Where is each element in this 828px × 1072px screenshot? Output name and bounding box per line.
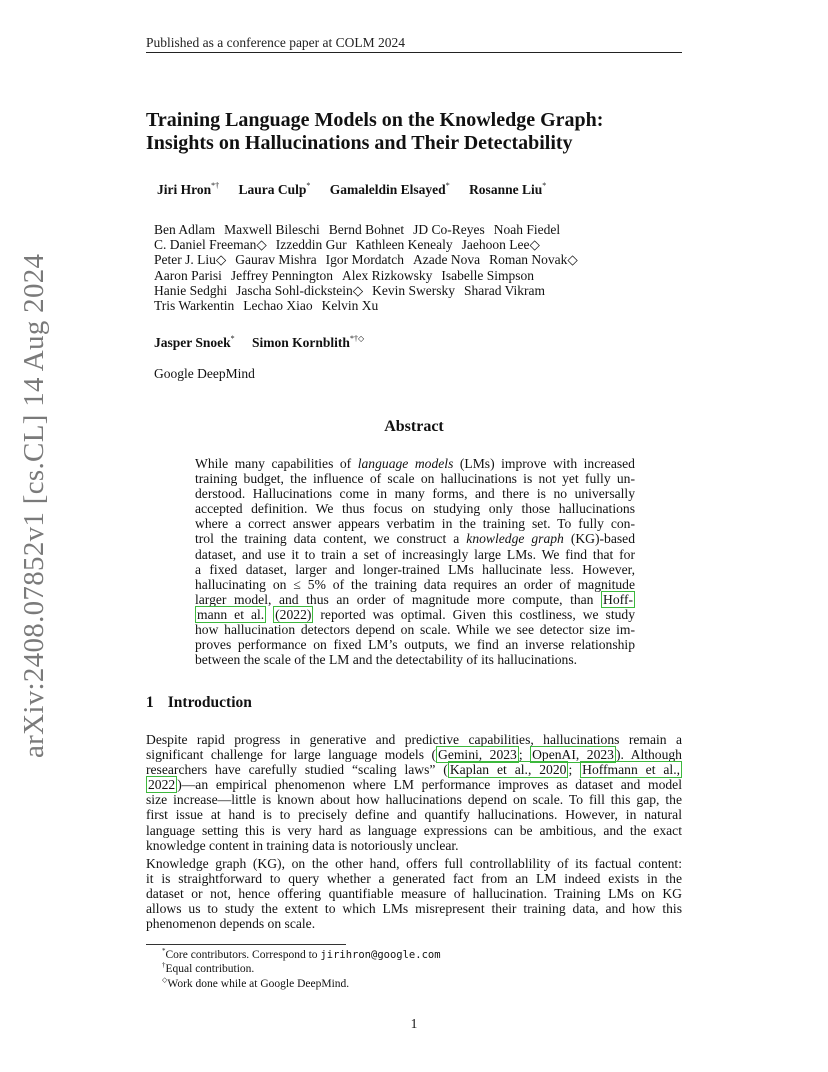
section-title: Introduction (167, 694, 252, 711)
title-line-1: Training Language Models on the Knowledge Graph: (146, 109, 604, 131)
citation-link[interactable]: 2022 (148, 777, 176, 793)
header-rule (146, 52, 682, 53)
abstract-line: proves performance on fixed LM’s outputs, we find an inverse relationship (195, 637, 635, 653)
text-line: it is straightforward to query whether a generated fact from an LM indeed exists in the (146, 871, 682, 887)
abstract-line: derstood. Hallucinations come in many forms, and there is no universally (195, 486, 635, 502)
author: Kevin Swersky (372, 282, 455, 298)
author: Rosanne Liu* (469, 181, 547, 197)
author: Tris Warkentin (154, 298, 235, 314)
author-row (154, 298, 587, 313)
abstract-line: where a correct answer appears verbatim in the training set. To fully con- (195, 516, 635, 532)
author: Laura Culp* (238, 181, 311, 197)
section-heading (146, 694, 252, 712)
page-number: 1 (410, 1016, 418, 1031)
text-line: Knowledge graph (KG), on the other hand, offers full controllablility of its factual content: (146, 856, 682, 871)
author-row (154, 283, 587, 298)
author: Jasper Snoek* (154, 334, 235, 350)
arxiv-stamp: arXiv:2408.07852v1 [cs.CL] 14 Aug 2024 (18, 253, 50, 758)
footnotes (162, 948, 441, 991)
footnote: †Equal contribution. (162, 961, 255, 976)
citation-link[interactable]: Hoffmann et al., (582, 762, 680, 778)
text-line: allows us to study the extent to which LMs misrepresent their training data, and how this (146, 901, 682, 917)
author: Kathleen Kenealy (355, 237, 453, 253)
senior-authors (154, 335, 378, 351)
author: Gamaleldin Elsayed* (329, 181, 450, 197)
citation-link[interactable]: OpenAI, 2023 (532, 747, 614, 763)
abstract-line: mann et al. (2022) reported was optimal. Given this costliness, we study (197, 606, 635, 622)
citation-link[interactable]: mann et al. (197, 606, 265, 622)
text-line: knowledge content in training data is notoriously unclear. (146, 837, 459, 853)
author: Simon Kornblith*†◇ (252, 334, 365, 350)
affiliation: Google DeepMind (154, 366, 255, 381)
text-line: phenomenon depends on scale. (146, 916, 316, 932)
text-line: significant challenge for large language models ( Gemini, 2023 ; OpenAI, 2023 ). Although (146, 747, 682, 763)
author: Maxwell Bileschi (224, 222, 320, 237)
author: C. Daniel Freeman◇ (154, 237, 267, 253)
abstract-heading: Abstract (384, 418, 444, 435)
author-row (154, 252, 587, 267)
abstract-line: training budget, the influence of scale on hallucinations is not yet fully un- (195, 471, 635, 487)
text-line: dataset or not, hence offering quantifiable measure of hallucination. Training LMs on KG (146, 886, 682, 902)
author: Bernd Bohnet (328, 222, 405, 237)
abstract-body (195, 456, 635, 667)
citation-link[interactable]: Hoff- (603, 591, 633, 607)
text-line: Despite rapid progress in generative and predictive capabilities, hallucinations remain a (146, 732, 682, 747)
author-row (154, 222, 587, 237)
author: Jascha Sohl-dickstein◇ (236, 282, 364, 298)
footnote: *Core contributors. Correspond to jirihron@google.com (162, 947, 441, 961)
author-list (154, 222, 587, 313)
author: Noah Fiedel (493, 222, 561, 237)
paper-title (146, 109, 603, 155)
author-row (154, 237, 587, 252)
footnote: ◇Work done while at Google DeepMind. (162, 975, 350, 990)
author: Izzeddin Gur (275, 237, 347, 253)
abstract-line: While many capabilities of language models (LMs) improve with increased (195, 456, 635, 471)
text-line: language setting this is very hard as language expressions can be ambitious, and the exact (146, 822, 682, 838)
email-link[interactable]: jirihron@google.com (320, 949, 441, 961)
intro-paragraph-2 (146, 856, 682, 931)
running-header: Published as a conference paper at COLM 2024 (146, 35, 406, 50)
section-number: 1 (146, 694, 154, 711)
citation-link[interactable]: Gemini, 2023 (438, 747, 517, 763)
author: Igor Mordatch (325, 252, 404, 268)
title-line-2: Insights on Hallucinations and Their Detectability (146, 132, 573, 154)
author: Jiri Hron*† (157, 181, 220, 197)
text-line: 2022 )—an empirical phenomenon where LM performance improves as dataset and model (148, 777, 682, 793)
author: Alex Rizkowsky (341, 267, 433, 283)
footnote-rule (146, 944, 346, 945)
intro-paragraph-1 (146, 732, 682, 853)
author: Jaehoon Lee◇ (461, 237, 540, 253)
citation-link[interactable]: (2022) (275, 606, 312, 622)
abstract-line: between the scale of the LM and the detectability of its hallucinations. (195, 652, 578, 668)
author: Hanie Sedghi (154, 282, 228, 298)
author: Peter J. Liu◇ (154, 252, 227, 268)
author: Roman Novak◇ (489, 252, 578, 268)
author: Kelvin Xu (321, 298, 379, 314)
author: Azade Nova (412, 252, 481, 268)
author-row (154, 268, 587, 283)
author: Sharad Vikram (463, 282, 546, 298)
citation-link[interactable]: Kaplan et al., 2020 (449, 762, 567, 778)
author: Aaron Parisi (154, 267, 222, 283)
abstract-line: accepted definition. We thus focus on studying only those hallucinations (195, 501, 635, 517)
author: Jeffrey Pennington (230, 267, 333, 283)
abstract-line: hallucinating on ≤ 5% of the training data requires an order of magnitude (195, 576, 635, 592)
abstract-line: a fixed dataset, larger and longer-trained LMs hallucinate less. However, (195, 561, 635, 577)
abstract-line: dataset, and use it to train a set of increasingly large LMs. We find that for (195, 546, 635, 562)
abstract-line: larger model, and thus an order of magnitude more compute, than Hoff- (195, 591, 633, 607)
author: Lechao Xiao (243, 298, 313, 314)
author: Gaurav Mishra (235, 252, 317, 268)
main-authors (157, 182, 562, 198)
abstract-line: trol the training data content, we construct a knowledge graph (KG)-based (195, 531, 635, 547)
author: Ben Adlam (154, 222, 216, 237)
abstract-line: how hallucination detectors depend on scale. While we see detector size im- (195, 622, 635, 638)
author: Isabelle Simpson (441, 267, 534, 283)
author: JD Co-Reyes (413, 222, 485, 237)
text-line: first issue at hand is to precisely define and quantify hallucinations. However, in natural (146, 807, 682, 823)
text-line: researchers have carefully studied “scaling laws” ( Kaplan et al., 2020 ; Hoffmann et al., (146, 762, 680, 778)
text-line: size increase—little is known about how hallucinations depend on scale. To fill this gap, the (146, 792, 682, 808)
